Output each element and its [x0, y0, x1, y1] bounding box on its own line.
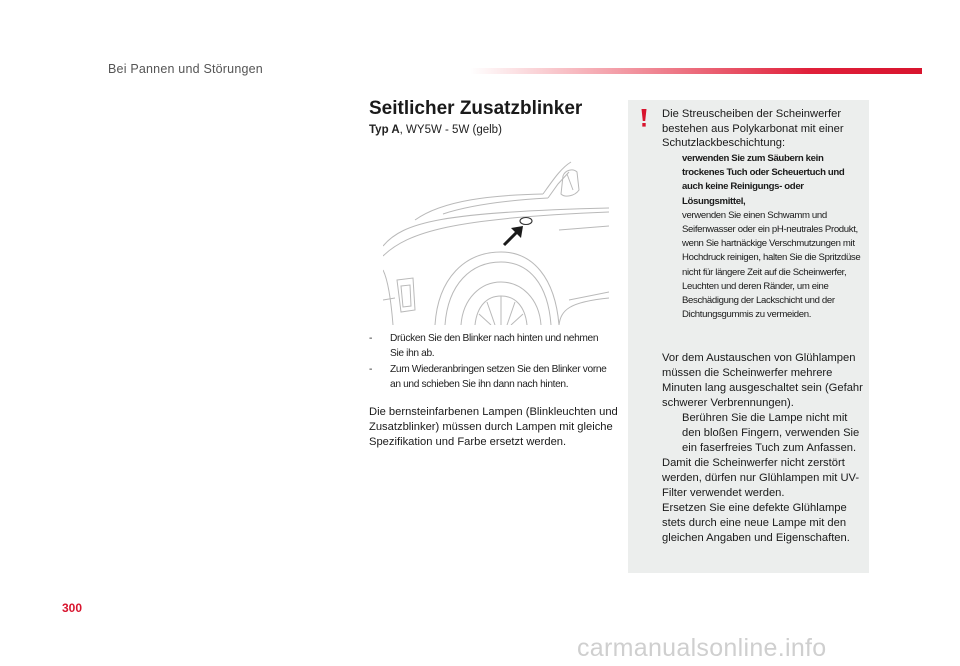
lens-care-item: [662, 209, 866, 237]
type-label: Typ A: [369, 124, 400, 136]
bulb-replacement-notes: [662, 351, 866, 546]
running-header: Bei Pannen und Störungen: [108, 62, 263, 76]
handling-text: Berühren Sie die Lampe nicht mit den bloßen Fingern, verwenden Sie ein faserfreies Tuch zum Anfassen.: [682, 412, 860, 454]
dash-marker: -: [369, 333, 373, 344]
type-spec: , WY5W - 5W (gelb): [399, 124, 502, 136]
lens-care-item: [662, 237, 866, 322]
exclamation-icon: [639, 108, 649, 128]
lens-care-text: wenn Sie hartnäckige Verschmutzungen mit Hochdruck reinigen, halten Sie die Spritzdüse nicht für längere Zeit auf die Scheinwerfer, Leuchten und deren Ränder, um eine Beschädigung der Lackschicht und der Dichtungsgummis zu vermeiden.: [682, 238, 861, 321]
instruction-text: Drücken Sie den Blinker nach hinten und nehmen Sie ihn ab.: [390, 333, 599, 359]
lens-care-text: verwenden Sie zum Säubern kein trockenes Tuch oder Scheuertuch und auch keine Reinigungs- oder Lösungsmittel,: [682, 153, 845, 207]
indicator-lamp-shape: [520, 218, 532, 225]
uv-filter-note: Damit die Scheinwerfer nicht zerstört werden, dürfen nur Glühlampen mit UV-Filter verwendet werden.: [662, 457, 860, 499]
header-accent-line: [470, 68, 922, 74]
amber-lamps-note: Die bernsteinfarbenen Lampen (Blinkleuchten und Zusatzblinker) müssen durch Lampen mit gleiche Spezifikation und Farbe ersetzt werden.: [369, 406, 618, 448]
section-title: Seitlicher Zusatzblinker: [369, 98, 583, 119]
bulb-type-line: [369, 124, 502, 136]
warning-intro: Die Streuscheiben der Scheinwerfer bestehen aus Polykarbonat mit einer Schutzlackbeschichtung:: [662, 108, 844, 149]
lens-care-list: [662, 152, 866, 322]
push-arrow-icon: [504, 226, 523, 245]
lens-care-item: [662, 152, 866, 209]
page-number: 300: [62, 601, 83, 615]
removal-instructions: [369, 332, 614, 394]
handling-item: [662, 411, 866, 456]
watermark-text: carmanualsonline.info: [577, 634, 827, 662]
instruction-text: Zum Wiederanbringen setzen Sie den Blinker vorne an und schieben Sie ihn dann nach hinten.: [390, 364, 607, 390]
side-indicator-illustration: [383, 160, 609, 325]
cooldown-note: Vor dem Austauschen von Glühlampen müssen die Scheinwerfer mehrere Minuten lang ausgeschaltet sein (Gefahr schwerer Verbrennungen).: [662, 352, 863, 409]
instruction-item: [369, 332, 614, 361]
dash-marker: -: [369, 364, 373, 375]
lens-care-text: verwenden Sie einen Schwamm und Seifenwasser oder ein pH-neutrales Produkt,: [682, 209, 858, 236]
defect-replacement-note: Ersetzen Sie eine defekte Glühlampe stets durch eine neue Lampe mit den gleichen Angaben und Eigenschaften.: [662, 502, 850, 544]
instruction-item: [369, 363, 614, 392]
